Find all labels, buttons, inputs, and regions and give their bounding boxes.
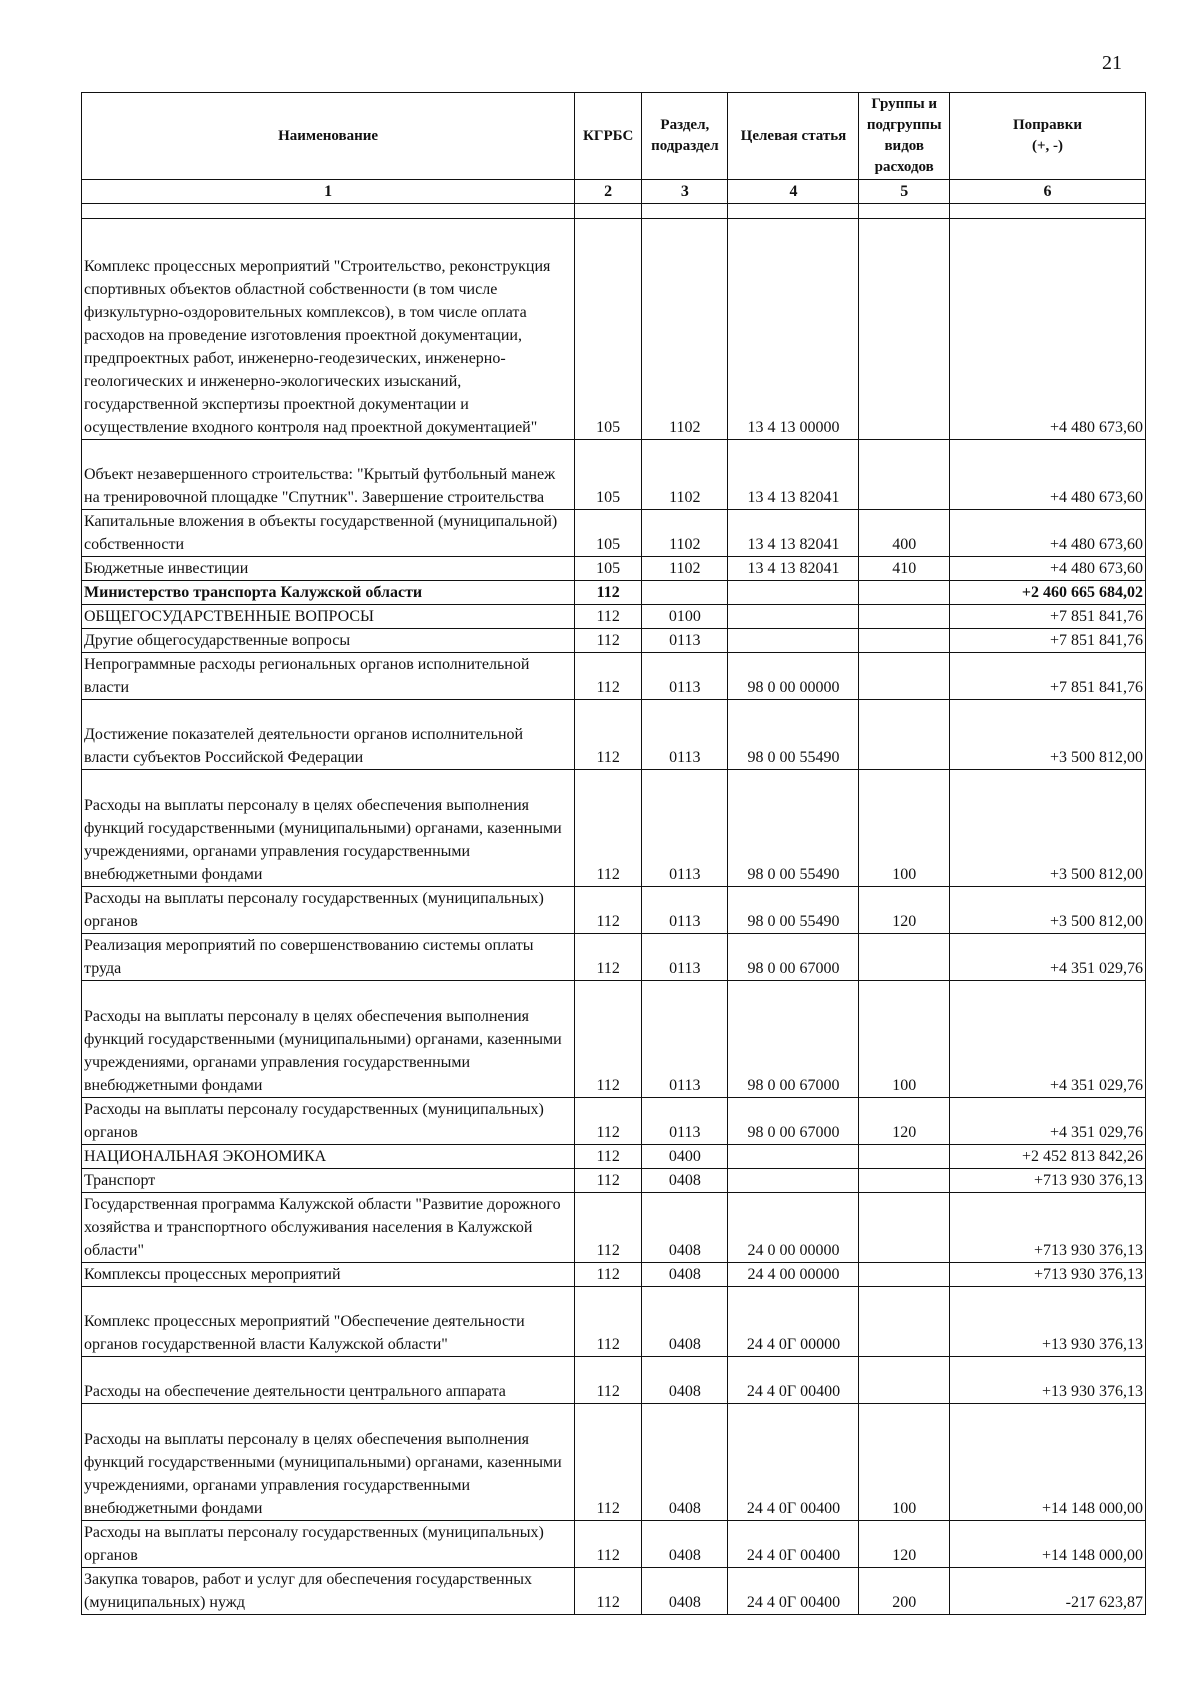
row-group [859,1169,950,1193]
row-section: 0408 [642,1263,728,1287]
row-amount: +4 480 673,60 [950,219,1146,440]
table-row [82,1169,1146,1193]
table-row [82,1521,1146,1568]
row-kgrbs: 112 [575,1287,642,1357]
row-section: 0113 [642,981,728,1098]
row-name: ОБЩЕГОСУДАРСТВЕННЫЕ ВОПРОСЫ [82,605,575,629]
row-group: 410 [859,557,950,581]
row-section: 0113 [642,934,728,981]
row-target: 13 4 13 00000 [728,219,859,440]
row-name: Расходы на выплаты персоналу в целях обеспечения выполнения функций государственными (муниципальными) органами, казенными учреждениями, органами управления государственными внебюджетными фондами [82,1404,575,1521]
row-kgrbs: 112 [575,981,642,1098]
spacer-cell [642,204,728,219]
row-section: 0100 [642,605,728,629]
row-kgrbs: 112 [575,770,642,887]
row-target: 24 4 0Г 00000 [728,1287,859,1357]
row-target [728,1169,859,1193]
row-kgrbs: 112 [575,1145,642,1169]
header-kgrbs: КГРБС [575,93,642,180]
table-row [82,770,1146,887]
row-amount: +3 500 812,00 [950,700,1146,770]
row-group: 120 [859,1098,950,1145]
table-row [82,605,1146,629]
row-target: 24 0 00 00000 [728,1193,859,1263]
row-target: 98 0 00 55490 [728,700,859,770]
table-row [82,440,1146,510]
row-target: 13 4 13 82041 [728,557,859,581]
row-amount: +7 851 841,76 [950,653,1146,700]
row-name: Другие общегосударственные вопросы [82,629,575,653]
table-row [82,700,1146,770]
spacer-cell [950,204,1146,219]
table-row [82,1193,1146,1263]
row-section: 0408 [642,1568,728,1615]
column-number: 4 [728,180,859,204]
row-section: 0400 [642,1145,728,1169]
row-target [728,605,859,629]
row-group: 200 [859,1568,950,1615]
row-target: 98 0 00 67000 [728,1098,859,1145]
row-name: Министерство транспорта Калужской области [82,581,575,605]
page-number: 21 [1102,52,1122,74]
table-row [82,629,1146,653]
row-group [859,219,950,440]
row-kgrbs: 112 [575,1568,642,1615]
row-section: 1102 [642,510,728,557]
spacer-row [82,204,1146,219]
row-target: 24 4 0Г 00400 [728,1404,859,1521]
row-target [728,1145,859,1169]
row-section: 0408 [642,1193,728,1263]
table-row [82,1145,1146,1169]
row-target: 98 0 00 55490 [728,887,859,934]
row-name: Комплекс процессных мероприятий "Обеспечение деятельности органов государственной власти Калужской области" [82,1287,575,1357]
row-amount: +713 930 376,13 [950,1193,1146,1263]
header-name: Наименование [82,93,575,180]
row-name: Непрограммные расходы региональных органов исполнительной власти [82,653,575,700]
row-target: 24 4 00 00000 [728,1263,859,1287]
row-target [728,581,859,605]
row-kgrbs: 112 [575,1357,642,1404]
row-name: Расходы на обеспечение деятельности центрального аппарата [82,1357,575,1404]
table-row [82,1287,1146,1357]
row-name: Расходы на выплаты персоналу государственных (муниципальных) органов [82,1098,575,1145]
table-row [82,1098,1146,1145]
row-section: 0113 [642,887,728,934]
table-row [82,934,1146,981]
row-amount: +713 930 376,13 [950,1169,1146,1193]
spacer-cell [575,204,642,219]
row-kgrbs: 112 [575,605,642,629]
row-group: 120 [859,1521,950,1568]
row-group: 120 [859,887,950,934]
row-name: Расходы на выплаты персоналу в целях обеспечения выполнения функций государственными (муниципальными) органами, казенными учреждениями, органами управления государственными внебюджетными фондами [82,770,575,887]
row-kgrbs: 112 [575,1098,642,1145]
table-row [82,981,1146,1098]
row-kgrbs: 105 [575,557,642,581]
row-name: Государственная программа Калужской области "Развитие дорожного хозяйства и транспортного обслуживания населения в Калужской области" [82,1193,575,1263]
table-row [82,557,1146,581]
header-amendments-sign: (+, -) [1031,138,1064,154]
row-section [642,581,728,605]
row-kgrbs: 112 [575,1169,642,1193]
column-number: 2 [575,180,642,204]
row-group [859,653,950,700]
row-section: 0113 [642,700,728,770]
table-row [82,510,1146,557]
table-row [82,219,1146,440]
row-kgrbs: 112 [575,887,642,934]
row-amount: +2 452 813 842,26 [950,1145,1146,1169]
row-target: 98 0 00 67000 [728,934,859,981]
row-section: 1102 [642,219,728,440]
row-group [859,700,950,770]
column-number-row [82,180,1146,204]
header-amendments-title: Поправки [1012,117,1083,133]
row-kgrbs: 112 [575,1404,642,1521]
row-group [859,1263,950,1287]
row-target: 98 0 00 55490 [728,770,859,887]
row-group [859,440,950,510]
row-amount: +7 851 841,76 [950,629,1146,653]
row-amount: +13 930 376,13 [950,1357,1146,1404]
row-section: 1102 [642,440,728,510]
header-target: Целевая статья [728,93,859,180]
row-target: 13 4 13 82041 [728,510,859,557]
row-amount: +4 480 673,60 [950,440,1146,510]
column-number: 1 [82,180,575,204]
row-amount: +713 930 376,13 [950,1263,1146,1287]
row-kgrbs: 112 [575,653,642,700]
header-section: Раздел, подраздел [642,93,728,180]
row-section: 0113 [642,629,728,653]
row-amount: +13 930 376,13 [950,1287,1146,1357]
header-groups: Группы и подгруппы видов расходов [859,93,950,180]
row-kgrbs: 105 [575,440,642,510]
row-section: 0408 [642,1404,728,1521]
row-group [859,1145,950,1169]
row-target: 24 4 0Г 00400 [728,1568,859,1615]
row-name: НАЦИОНАЛЬНАЯ ЭКОНОМИКА [82,1145,575,1169]
row-kgrbs: 105 [575,219,642,440]
row-name: Капитальные вложения в объекты государственной (муниципальной) собственности [82,510,575,557]
row-amount: +4 480 673,60 [950,510,1146,557]
row-amount: +4 480 673,60 [950,557,1146,581]
budget-table [81,92,1146,1615]
row-section: 0113 [642,770,728,887]
row-target: 24 4 0Г 00400 [728,1521,859,1568]
row-section: 0113 [642,1098,728,1145]
row-amount: +4 351 029,76 [950,934,1146,981]
row-group: 100 [859,981,950,1098]
row-name: Транспорт [82,1169,575,1193]
row-name: Комплексы процессных мероприятий [82,1263,575,1287]
row-name: Достижение показателей деятельности органов исполнительной власти субъектов Российской Федерации [82,700,575,770]
row-kgrbs: 112 [575,934,642,981]
row-kgrbs: 112 [575,1193,642,1263]
row-amount: +7 851 841,76 [950,605,1146,629]
table-row [82,1357,1146,1404]
row-amount: -217 623,87 [950,1568,1146,1615]
row-target: 13 4 13 82041 [728,440,859,510]
spacer-cell [82,204,575,219]
row-amount: +3 500 812,00 [950,887,1146,934]
row-name: Бюджетные инвестиции [82,557,575,581]
table-row [82,1404,1146,1521]
row-target: 24 4 0Г 00400 [728,1357,859,1404]
spacer-cell [728,204,859,219]
row-name: Расходы на выплаты персоналу государственных (муниципальных) органов [82,1521,575,1568]
row-kgrbs: 112 [575,581,642,605]
row-name: Закупка товаров, работ и услуг для обеспечения государственных (муниципальных) нужд [82,1568,575,1615]
table-row [82,887,1146,934]
row-group: 100 [859,1404,950,1521]
row-kgrbs: 105 [575,510,642,557]
row-target: 98 0 00 00000 [728,653,859,700]
row-group [859,581,950,605]
row-group: 100 [859,770,950,887]
row-group [859,1287,950,1357]
row-section: 1102 [642,557,728,581]
row-target: 98 0 00 67000 [728,981,859,1098]
row-amount: +14 148 000,00 [950,1404,1146,1521]
row-name: Объект незавершенного строительства: "Крытый футбольный манеж на тренировочной площадке "Спутник". Завершение строительства [82,440,575,510]
row-name: Реализация мероприятий по совершенствованию системы оплаты труда [82,934,575,981]
row-name: Расходы на выплаты персоналу государственных (муниципальных) органов [82,887,575,934]
row-target [728,629,859,653]
row-kgrbs: 112 [575,700,642,770]
row-section: 0113 [642,653,728,700]
table-row [82,581,1146,605]
row-kgrbs: 112 [575,1521,642,1568]
row-section: 0408 [642,1521,728,1568]
row-group [859,1193,950,1263]
row-section: 0408 [642,1357,728,1404]
row-name: Комплекс процессных мероприятий "Строительство, реконструкция спортивных объектов областной собственности (в том числе физкультурно-оздоровительных комплексов), в том числе оплата расходов на проведение изготовления проектной документации, предпроектных работ, инженерно-геодезических, инженерно-геологических и инженерно-экологических изысканий, государственной экспертизы проектной документации и осуществление входного контроля над проектной документацией" [82,219,575,440]
row-section: 0408 [642,1169,728,1193]
row-group [859,629,950,653]
row-group [859,934,950,981]
row-group: 400 [859,510,950,557]
column-number: 6 [950,180,1146,204]
header-row [82,93,1146,180]
header-amendments [950,93,1146,180]
row-section: 0408 [642,1287,728,1357]
table-row [82,1263,1146,1287]
row-amount: +14 148 000,00 [950,1521,1146,1568]
table-row [82,1568,1146,1615]
column-number: 5 [859,180,950,204]
row-amount: +2 460 665 684,02 [950,581,1146,605]
row-kgrbs: 112 [575,1263,642,1287]
budget-sheet [81,92,1146,1615]
spacer-cell [859,204,950,219]
column-number: 3 [642,180,728,204]
row-amount: +4 351 029,76 [950,1098,1146,1145]
row-amount: +3 500 812,00 [950,770,1146,887]
row-name: Расходы на выплаты персоналу в целях обеспечения выполнения функций государственными (муниципальными) органами, казенными учреждениями, органами управления государственными внебюджетными фондами [82,981,575,1098]
row-group [859,1357,950,1404]
table-row [82,653,1146,700]
row-kgrbs: 112 [575,629,642,653]
row-group [859,605,950,629]
row-amount: +4 351 029,76 [950,981,1146,1098]
